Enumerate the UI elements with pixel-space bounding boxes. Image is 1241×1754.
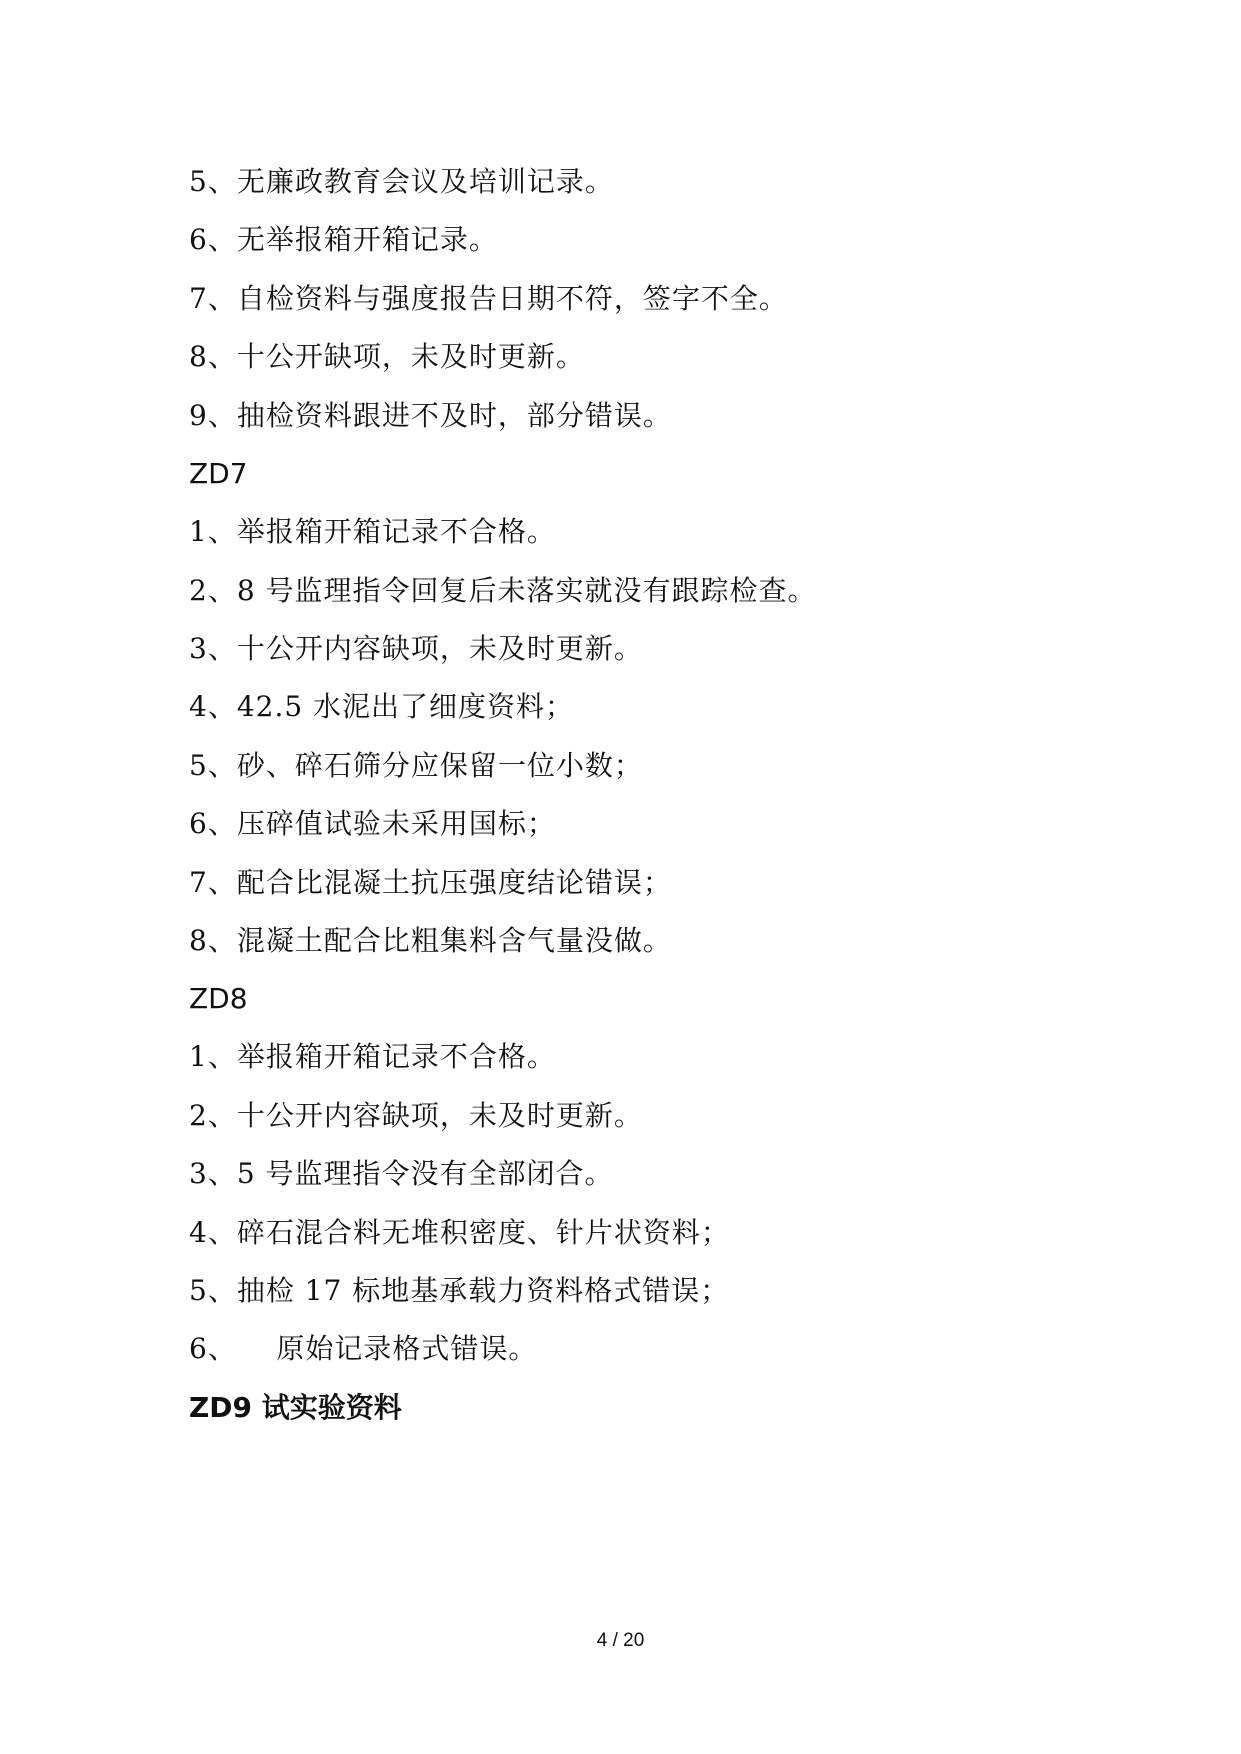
list-item: 4、碎石混合料无堆积密度、针片状资料； xyxy=(189,1216,730,1249)
list-item: 7、自检资料与强度报告日期不符，签字不全。 xyxy=(189,282,788,315)
list-item: 2、十公开内容缺项，未及时更新。 xyxy=(189,1099,643,1132)
list-item: 5、无廉政教育会议及培训记录。 xyxy=(189,165,614,198)
list-item: 9、抽检资料跟进不及时，部分错误。 xyxy=(189,399,672,432)
list-item: 6、 原始记录格式错误。 xyxy=(189,1332,538,1365)
list-item: 8、十公开缺项，未及时更新。 xyxy=(189,340,585,373)
list-item: 1、举报箱开箱记录不合格。 xyxy=(189,515,556,548)
list-item: 3、十公开内容缺项，未及时更新。 xyxy=(189,632,643,665)
list-item: 4、42.5 水泥出了细度资料； xyxy=(189,690,575,723)
list-item: 7、配合比混凝土抗压强度结论错误； xyxy=(189,866,672,899)
list-item: 3、5 号监理指令没有全部闭合。 xyxy=(189,1157,614,1190)
list-item: 6、压碎值试验未采用国标； xyxy=(189,807,556,840)
list-item: 1、举报箱开箱记录不合格。 xyxy=(189,1040,556,1073)
list-item: 6、无举报箱开箱记录。 xyxy=(189,223,498,256)
section-heading-zd7: ZD7 xyxy=(189,457,248,490)
section-heading-zd9: ZD9 试实验资料 xyxy=(189,1391,402,1424)
list-item: 5、砂、碎石筛分应保留一位小数； xyxy=(189,749,643,782)
section-heading-zd8: ZD8 xyxy=(189,982,248,1015)
list-item: 2、8 号监理指令回复后未落实就没有跟踪检查。 xyxy=(189,574,817,607)
list-item: 8、混凝土配合比粗集料含气量没做。 xyxy=(189,924,672,957)
list-item: 5、抽检 17 标地基承载力资料格式错误； xyxy=(189,1274,730,1307)
page-number: 4 / 20 xyxy=(596,1630,645,1651)
